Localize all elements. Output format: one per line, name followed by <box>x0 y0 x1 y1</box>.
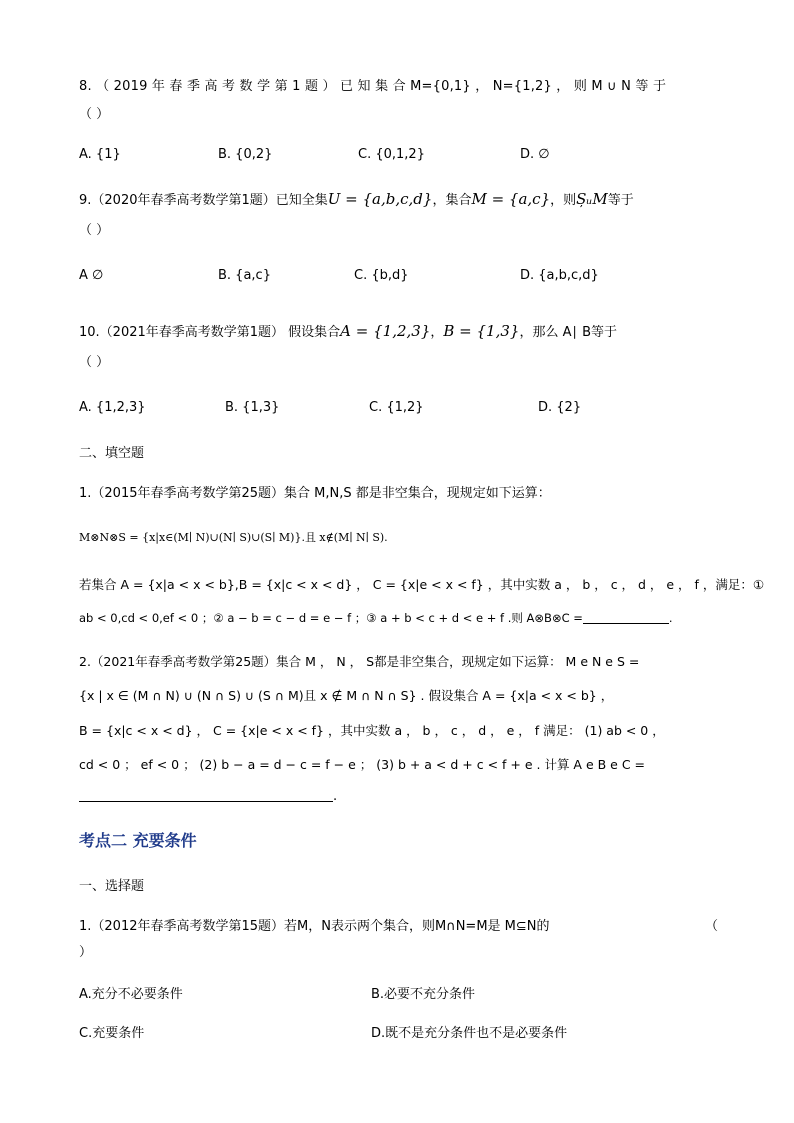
choice-1-paren-open: （ <box>705 919 719 934</box>
fill-2-line-1: 2.（2021年春季高考数学第25题）集合 M ， N ， S都是非空集合，现规定如下运算： M e N e S = <box>79 654 640 669</box>
question-8-paren: （ ） <box>79 107 110 122</box>
q9-option-a: A ∅ <box>79 268 104 283</box>
fill-1-line-4 <box>79 609 673 627</box>
q10-set-a: A = {1,2,3} <box>340 322 431 340</box>
q10-option-b: B. {1,3} <box>225 400 280 415</box>
q10-option-d: D. {2} <box>538 400 582 415</box>
c1-option-b: B.必要不充分条件 <box>371 987 476 1002</box>
q9-tail: 等于 <box>607 193 634 208</box>
q8-option-b: B. {0,2} <box>218 147 273 162</box>
q10-set-b: B = {1,3} <box>443 322 520 340</box>
choice-1-paren-close: ） <box>79 945 93 960</box>
question-8-text: 8. （ 2019 年 春 季 高 考 数 学 第 1 题 ） 已 知 集 合 M={0,1} ， N={1,2} ， 则 M ∪ N 等 于 <box>79 79 667 94</box>
q9-set-m: M = {a,c} <box>471 190 551 208</box>
section-2-title: 考点二 充要条件 <box>79 831 197 850</box>
fill-1-end-period: . <box>668 611 673 625</box>
question-9-paren: （ ） <box>79 223 110 238</box>
c1-option-c: C.充要条件 <box>79 1026 145 1041</box>
choice-1-text: 1.（2012年春季高考数学第15题）若M，N表示两个集合，则M∩N=M是 M⊆N的 <box>79 919 550 934</box>
question-9-text <box>79 190 634 210</box>
fill-1-line-3: 若集合 A = {x|a < x < b},B = {x|c < x < d} ， C = {x|e < x < f} ，其中实数 a ， b ， c ， d ， e ， f ，满足：① <box>79 577 765 592</box>
fill-2-line-5 <box>79 788 337 806</box>
fill-in-heading: 二、填空题 <box>79 446 145 461</box>
fill-2-answer-blank <box>79 801 333 802</box>
q10-prefix: 10.（2021年春季高考数学第1题） 假设集合 <box>79 325 341 340</box>
q9-end: ，则 <box>550 193 577 208</box>
question-10-text <box>79 322 617 342</box>
q10-option-a: A. {1,2,3} <box>79 400 146 415</box>
q9-option-d: D. {a,b,c,d} <box>520 268 599 283</box>
c1-option-d: D.既不是充分条件也不是必要条件 <box>371 1026 568 1041</box>
q9-mid: ，集合 <box>432 193 472 208</box>
fill-1-line-2: M⊗N⊗S = {x|x∈(M∣ N)∪(N∣ S)∪(S∣ M)}.且 x∉(M∣ N∣ S). <box>79 531 388 544</box>
fill-2-line-3: B = {x|c < x < d} ， C = {x|e < x < f} ，其中实数 a ， b ， c ， d ， e ， f 满足： (1) ab < 0 ， <box>79 723 665 738</box>
question-10-paren: （ ） <box>79 355 110 370</box>
fill-2-line-4: cd < 0 ； ef < 0 ； (2) b − a = d − c = f − e ； (3) b + a < d + c < f + e . 计算 A e B e C = <box>79 757 646 772</box>
q10-option-c: C. {1,2} <box>369 400 424 415</box>
fill-1-answer-blank <box>583 623 669 624</box>
q9-complement: ȘᵤM <box>576 190 608 208</box>
choice-heading: 一、选择题 <box>79 879 145 894</box>
q9-universal-set: U = {a,b,c,d} <box>327 190 433 208</box>
fill-2-line-2: {x | x ∈ (M ∩ N) ∪ (N ∩ S) ∪ (S ∩ M)且 x ∉ M ∩ N ∩ S} . 假设集合 A = {x|a < x < b} ， <box>79 688 614 703</box>
q9-prefix: 9.（2020年春季高考数学第1题）已知全集 <box>79 193 328 208</box>
fill-2-end-period: . <box>333 789 338 804</box>
q8-option-a: A. {1} <box>79 147 121 162</box>
q9-option-c: C. {b,d} <box>354 268 409 283</box>
fill-1-condition-text: ab < 0,cd < 0,ef < 0 ；② a − b = c − d = e − f ；③ a + b < c + d < e + f .则 A⊗B⊗C = <box>79 611 583 625</box>
q8-option-d: D. ∅ <box>520 147 550 162</box>
q10-tail: ，那么 A∣ B等于 <box>519 325 618 340</box>
q8-option-c: C. {0,1,2} <box>358 147 425 162</box>
fill-1-line-1: 1.（2015年春季高考数学第25题）集合 M,N,S 都是非空集合，现规定如下运算： <box>79 486 551 501</box>
c1-option-a: A.充分不必要条件 <box>79 987 183 1002</box>
q10-comma: ， <box>430 325 444 340</box>
q9-option-b: B. {a,c} <box>218 268 271 283</box>
